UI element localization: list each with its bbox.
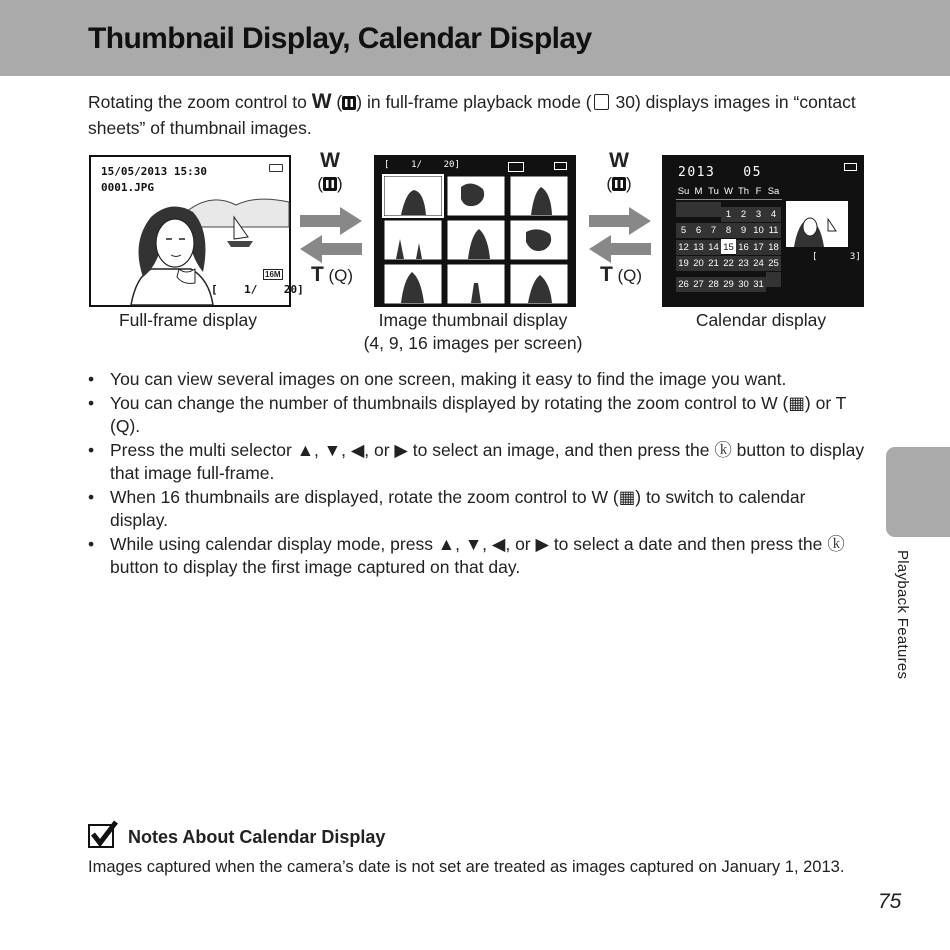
bullet-item: • While using calendar display mode, press ▲, ▼, ◀, or ▶ to select a date and then press the ⓚ button to display the first image captured on that day. <box>88 533 868 580</box>
note-heading: Notes About Calendar Display <box>88 822 385 848</box>
calendar-weekday: Th <box>737 186 750 197</box>
calendar-count: [ 3] <box>812 252 861 262</box>
calendar-weekday: Tu <box>708 186 719 197</box>
calendar-day: 29 <box>721 277 736 292</box>
note-body: Images captured when the camera’s date is not set are treated as images captured on January 1, 2013. <box>88 858 845 876</box>
calendar-day: 9 <box>736 223 751 238</box>
calendar-day: 19 <box>676 256 691 271</box>
calendar-day: 22 <box>721 256 736 271</box>
section-label: Playback Features <box>894 550 911 680</box>
section-tab <box>886 447 950 537</box>
calendar-day: 12 <box>676 240 691 255</box>
thumbnail-screen <box>374 155 576 307</box>
calendar-day <box>766 272 781 287</box>
zoom-t-left-label: T (Q) <box>310 263 354 286</box>
calendar-day: 3 <box>751 207 766 222</box>
battery-icon <box>269 164 283 172</box>
calendar-day <box>691 202 706 217</box>
image-size-badge: 16M <box>265 270 281 279</box>
zoom-t-right-label: T (Q) <box>599 263 643 286</box>
calendar-week-row <box>676 256 782 271</box>
calendar-day: 28 <box>706 277 721 292</box>
calendar-week-row <box>676 202 782 222</box>
calendar-day: 17 <box>751 240 766 255</box>
thumbnail-grid-icon <box>612 177 626 191</box>
calendar-day: 18 <box>766 240 781 255</box>
calendar-day: 30 <box>736 277 751 292</box>
calendar-day: 20 <box>691 256 706 271</box>
calendar-day: 27 <box>691 277 706 292</box>
intro-paragraph: Rotating the zoom control to W ( ) in full-frame playback mode ( 30) displays images in “contact sheets” of thumbnail images. <box>88 90 856 138</box>
bullet-item: • You can change the number of thumbnails displayed by rotating the zoom control to W (▦) or T (Q). <box>88 392 868 439</box>
bullet-list <box>88 368 868 580</box>
calendar-weekday-row <box>676 184 782 200</box>
calendar-day: 8 <box>721 223 736 238</box>
zoom-w-right-label: W ( ) <box>606 149 632 193</box>
calendar-day: 2 <box>736 207 751 222</box>
fullframe-filename: 0001.JPG <box>101 181 154 194</box>
calendar-day: 7 <box>706 223 721 238</box>
book-reference-icon <box>594 94 609 110</box>
calendar-day: 26 <box>676 277 691 292</box>
page-number: 75 <box>878 890 902 913</box>
calendar-day: 5 <box>676 223 691 238</box>
calendar-day: 4 <box>766 207 781 222</box>
calendar-screen <box>662 155 864 307</box>
calendar-day: 6 <box>691 223 706 238</box>
thumbnail-grid-icon <box>323 177 337 191</box>
checkmark-note-icon <box>88 822 118 848</box>
fullframe-screen <box>89 155 304 307</box>
calendar-weekday: Sa <box>767 186 780 197</box>
calendar-day: 1 <box>721 207 736 222</box>
calendar-week-row <box>676 223 782 238</box>
calendar-year-month: 2013 05 <box>678 165 762 180</box>
arrows-left <box>300 205 364 265</box>
calendar-weekday: M <box>694 186 703 197</box>
calendar-day: 24 <box>751 256 766 271</box>
calendar-week-row <box>676 239 782 255</box>
bullet-item: • When 16 thumbnails are displayed, rotate the zoom control to W (▦) to switch to calendar display. <box>88 486 868 533</box>
calendar-day: 14 <box>706 240 721 255</box>
thumbnail-caption-line1: Image thumbnail display <box>378 310 568 330</box>
fullframe-caption: Full-frame display <box>118 310 258 330</box>
calendar-day: 15 <box>721 239 736 254</box>
calendar-weekday: Su <box>677 186 690 197</box>
bullet-item: • Press the multi selector ▲, ▼, ◀, or ▶ to select an image, and then press the ⓚ button to display that image full-frame. <box>88 439 868 486</box>
calendar-day: 11 <box>766 223 781 238</box>
calendar-day: 25 <box>766 256 781 271</box>
calendar-week-row <box>676 272 782 292</box>
calendar-day: 10 <box>751 223 766 238</box>
zoom-w-left-label: W ( ) <box>317 149 343 193</box>
calendar-day: 31 <box>751 277 766 292</box>
thumbnail-grid-icon <box>342 96 356 110</box>
thumbnail-counter: [ 1/ 20] <box>384 160 460 170</box>
calendar-grid <box>676 184 782 293</box>
fullframe-counter: [ 1/ 20] <box>211 283 304 296</box>
arrows-right <box>589 205 653 265</box>
calendar-weekday: W <box>724 186 733 197</box>
fullframe-datetime: 15/05/2013 15:30 <box>101 165 207 178</box>
calendar-day: 21 <box>706 256 721 271</box>
calendar-day <box>676 202 691 217</box>
battery-icon <box>844 163 857 171</box>
w-letter: W <box>311 90 332 113</box>
title-bar <box>0 0 950 76</box>
calendar-caption: Calendar display <box>695 310 827 330</box>
calendar-preview <box>786 201 848 247</box>
bullet-item: • You can view several images on one screen, making it easy to find the image you want. <box>88 368 868 392</box>
thumbnail-caption-line2: (4, 9, 16 images per screen) <box>363 333 583 353</box>
calendar-day <box>706 202 721 217</box>
calendar-weekday: F <box>755 186 762 197</box>
calendar-day: 13 <box>691 240 706 255</box>
calendar-day: 16 <box>736 240 751 255</box>
page-title: Thumbnail Display, Calendar Display <box>88 22 592 55</box>
calendar-day: 23 <box>736 256 751 271</box>
thumbnail-grid <box>376 157 574 305</box>
